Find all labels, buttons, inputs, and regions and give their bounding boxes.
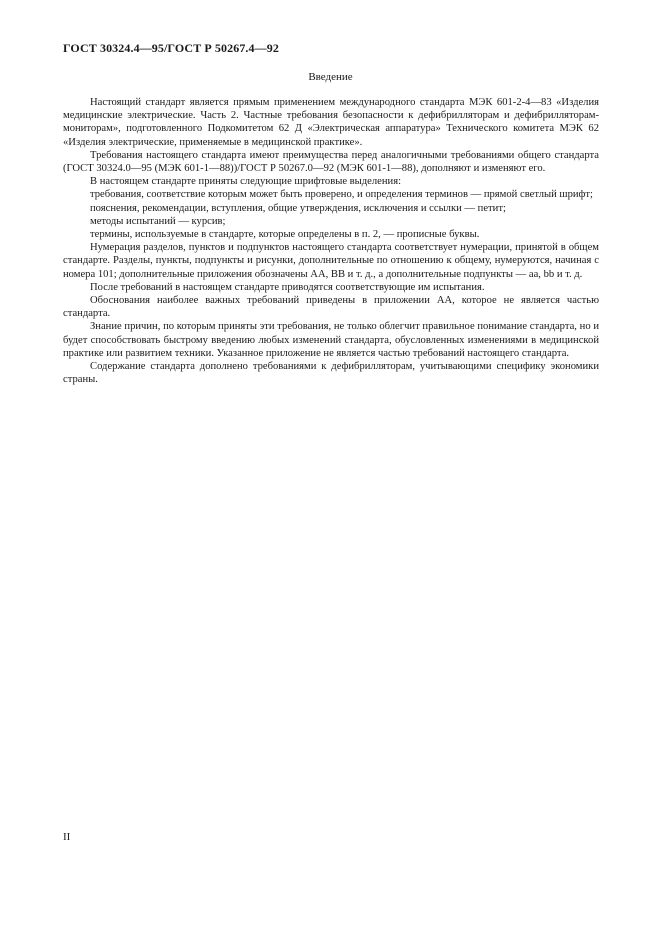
paragraph: Обоснования наиболее важных требований приведены в приложении АА, которое не является частью стандарта.	[63, 295, 599, 320]
section-title: Введение	[308, 71, 353, 83]
document-header: ГОСТ 30324.4—95/ГОСТ Р 50267.4—92	[63, 41, 279, 55]
paragraph: методы испытаний — курсив;	[90, 215, 226, 227]
paragraph: Настоящий стандарт является прямым применением международного стандарта МЭК 601-2-4—83 «Изделия медицинские электрические. Часть 2. Частные требования безопасности к дефибрилляторам и дефибрилляторам-мониторам», подготовленного Подкомитетом 62 Д «Электрическая аппаратура» Технического комитета МЭК 62 «Изделия электрические, применяемые в медицинской практике».	[63, 97, 599, 148]
paragraph: Нумерация разделов, пунктов и подпунктов настоящего стандарта соответствует нумерации, принятой в общем стандарте. Разделы, пункты, подпункты и рисунки, дополнительные по отношению к общему, нумеруются, начиная с номера 101; дополнительные приложения обозначены АА, ВВ и т. д., а дополнительные подпункты — аа, bb и т. д.	[63, 242, 599, 280]
paragraph: требования, соответствие которым может быть проверено, и определения терминов — прямой светлый шрифт;	[90, 189, 593, 201]
paragraph: После требований в настоящем стандарте приводятся соответствующие им испытания.	[90, 281, 485, 293]
paragraph: Требования настоящего стандарта имеют преимущества перед аналогичными требованиями общего стандарта (ГОСТ 30324.0—95 (МЭК 601-1—88))/ГОСТ Р 50267.0—92 (МЭК 601-1—88), дополняют и изменяют его.	[63, 149, 599, 175]
body-text	[63, 96, 599, 386]
paragraph: В настоящем стандарте приняты следующие шрифтовые выделения:	[90, 176, 402, 188]
paragraph: термины, используемые в стандарте, которые определены в п. 2, — прописные буквы.	[90, 229, 480, 241]
paragraph: пояснения, рекомендации, вступления, общие утверждения, исключения и ссылки — петит;	[90, 202, 506, 214]
page-number: II	[63, 831, 71, 843]
paragraph: Содержание стандарта дополнено требованиями к дефибрилляторам, учитывающими специфику экономики страны.	[63, 361, 599, 386]
paragraph: Знание причин, по которым приняты эти требования, не только облегчит правильное понимание стандарта, но и будет способствовать быстрому введению любых изменений стандарта, обусловленных изменениями в медицинской практике или развитием техники. Указанное приложение не является частью требований настоящего стандарта.	[63, 321, 599, 359]
